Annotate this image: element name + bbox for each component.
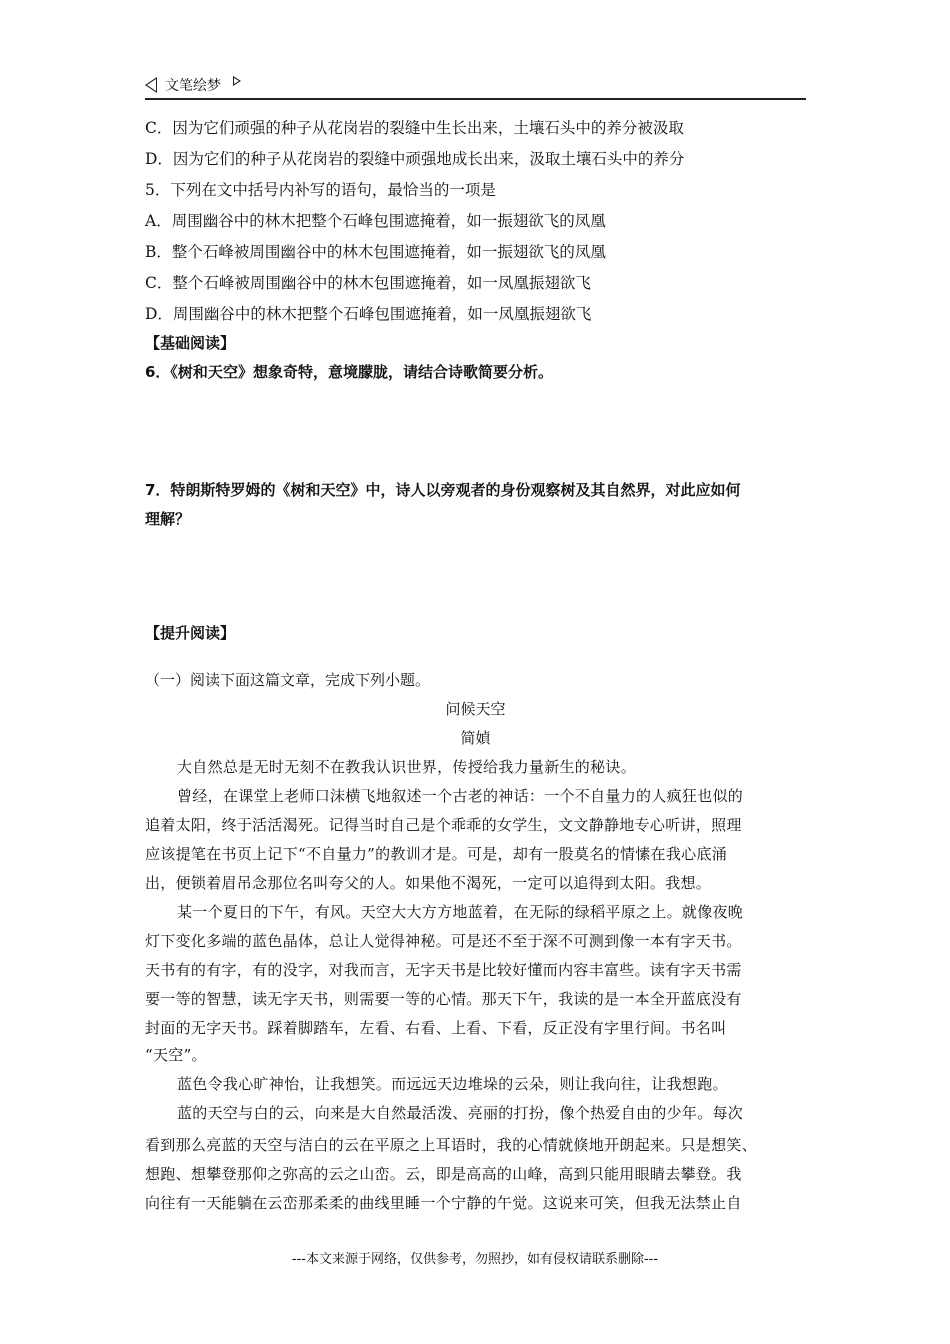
q5-option-d: D．周围幽谷中的林木把整个石峰包围遮掩着，如一凤凰振翅欲飞: [145, 305, 592, 323]
option-c-prev: C．因为它们顽强的种子从花岗岩的裂缝中生长出来，土壤石头中的养分被汲取: [145, 119, 684, 137]
q5-option-b: B．整个石峰被周围幽谷中的林木包围遮掩着，如一振翅欲飞的凤凰: [145, 243, 606, 261]
q5-option-a: A．周围幽谷中的林木把整个石峰包围遮掩着，如一振翅欲飞的凤凰: [145, 212, 606, 230]
article-line: “天空”。: [145, 1046, 207, 1064]
question-7-line2: 理解？: [145, 510, 191, 528]
question-7-line1: 7．特朗斯特罗姆的《树和天空》中，诗人以旁观者的身份观察树及其自然界，对此应如何: [145, 481, 741, 499]
page-header: [145, 72, 806, 100]
article-line: 封面的无字天书。踩着脚踏车，左看、右看、上看、下看，反正没有字里行间。书名叫: [145, 1019, 727, 1037]
article-line: 天书有的有字，有的没字，对我而言，无字天书是比较好懂而内容丰富些。读有字天书需: [145, 961, 742, 979]
article-line: 出，便锁着眉吊念那位名叫夸父的人。如果他不渴死，一定可以追得到太阳。我想。: [145, 874, 712, 892]
option-d-prev: D．因为它们的种子从花岗岩的裂缝中顽强地成长出来，汲取土壤石头中的养分: [145, 150, 685, 168]
article-line: 灯下变化多端的蓝色晶体，总让人觉得神秘。可是还不至于深不可测到像一本有字天书。: [145, 932, 742, 950]
basic-reading-heading: 【基础阅读】: [145, 334, 236, 352]
page-footer: ---本文来源于网络，仅供参考，勿照抄，如有侵权请联系删除---: [291, 1252, 659, 1267]
article-line: 应该提笔在书页上记下“不自量力”的教训才是。可是，却有一股莫名的情愫在我心底涌: [145, 845, 728, 863]
article-line: 想跑、想攀登那仰之弥高的云之山峦。云，即是高高的山峰，高到只能用眼睛去攀登。我: [145, 1165, 742, 1183]
right-triangle-icon: [233, 76, 241, 86]
reading-intro: （一）阅读下面这篇文章，完成下列小题。: [145, 671, 431, 689]
article-author: 简媜: [460, 729, 491, 747]
article-line: 某一个夏日的下午，有风。天空大大方方地蓝着，在无际的绿稻平原之上。就像夜晚: [177, 903, 744, 921]
left-triangle-icon: [145, 77, 157, 93]
article-line: 看到那么亮蓝的天空与洁白的云在平原之上耳语时，我的心情就倏地开朗起来。只是想笑、: [145, 1136, 758, 1154]
article-line: 蓝色令我心旷神怡，让我想笑。而远远天边堆垛的云朵，则让我向往，让我想跑。: [177, 1075, 728, 1093]
question-5: 5．下列在文中括号内补写的语句，最恰当的一项是: [145, 181, 496, 199]
article-line: 向往有一天能躺在云峦那柔柔的曲线里睡一个宁静的午觉。这说来可笑，但我无法禁止自: [145, 1194, 742, 1212]
question-6: 6．《树和天空》想象奇特，意境朦胧，请结合诗歌简要分析。: [145, 363, 553, 381]
article-line: 追着太阳，终于活活渴死。记得当时自己是个乖乖的女学生，文文静静地专心听讲，照理: [145, 816, 742, 834]
q5-option-c: C．整个石峰被周围幽谷中的林木包围遮掩着，如一凤凰振翅欲飞: [145, 274, 591, 292]
article-line: 曾经，在课堂上老师口沫横飞地叙述一个古老的神话：一个不自量力的人疯狂也似的: [177, 787, 744, 805]
article-title: 问候天空: [445, 700, 506, 718]
advanced-reading-heading: 【提升阅读】: [145, 624, 236, 642]
article-line: 要一等的智慧，读无字天书，则需要一等的心情。那天下午，我读的是一本全开蓝底没有: [145, 990, 742, 1008]
article-line: 大自然总是无时无刻不在教我认识世界，传授给我力量新生的秘诀。: [177, 758, 637, 776]
header-brand: 文笔绘梦: [165, 78, 221, 94]
article-line: 蓝的天空与白的云，向来是大自然最活泼、亮丽的打扮，像个热爱自由的少年。每次: [177, 1104, 744, 1122]
